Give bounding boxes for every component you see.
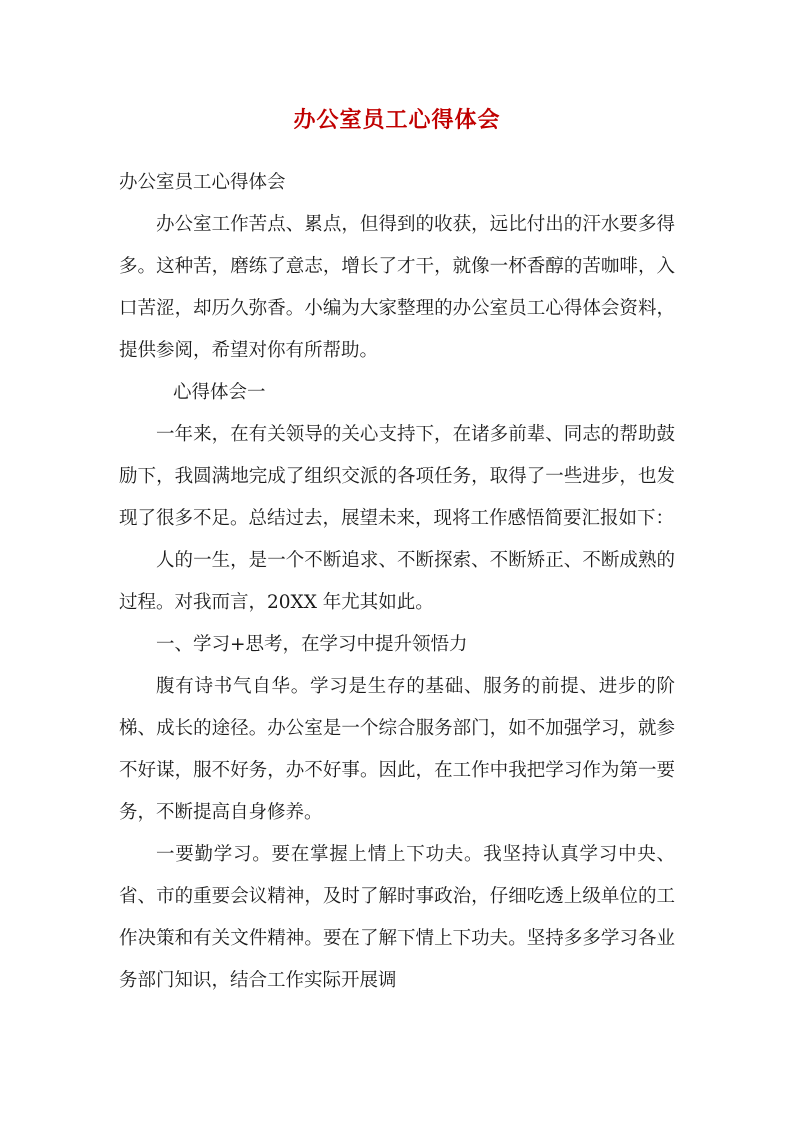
document-body [119,162,675,1002]
paragraph-learning: 腹有诗书气自华。学习是生存的基础、服务的前提、进步的阶梯、成长的途径。办公室是一个综合服务部门，如不加强学习，就参不好谋，服不好务，办不好事。因此，在工作中我把学习作为第一要务，不断提高自身修养。 [119,676,675,823]
paragraph-diligent-study: 一要勤学习。要在掌握上情上下功夫。我坚持认真学习中央、省、市的重要会议精神，及时了解时事政治，仔细吃透上级单位的工作决策和有关文件精神。要在了解下情上下功夫。坚持多多学习各业务部门知识，结合工作实际开展调 [119,844,675,991]
body-heading: 办公室员工心得体会 [119,172,286,193]
paragraph-life-process: 人的一生，是一个不断追求、不断探索、不断矫正、不断成熟的过程。对我而言，20XX 年尤其如此。 [119,550,675,613]
section-heading-experience-one: 心得体会一 [173,382,266,403]
paragraph-intro: 办公室工作苦点、累点，但得到的收获，远比付出的汗水要多得多。这种苦，磨练了意志，增长了才干，就像一杯香醇的苦咖啡，入口苦涩，却历久弥香。小编为大家整理的办公室员工心得体会资料，提供参阅，希望对你有所帮助。 [119,214,675,361]
document-title: 办公室员工心得体会 [293,107,501,133]
paragraph-year-summary: 一年来，在有关领导的关心支持下，在诸多前辈、同志的帮助鼓励下，我圆满地完成了组织交派的各项任务，取得了一些进步，也发现了很多不足。总结过去，展望未来，现将工作感悟简要汇报如下： [119,424,675,529]
section-heading-learning: 一、学习+思考，在学习中提升领悟力 [156,634,468,655]
